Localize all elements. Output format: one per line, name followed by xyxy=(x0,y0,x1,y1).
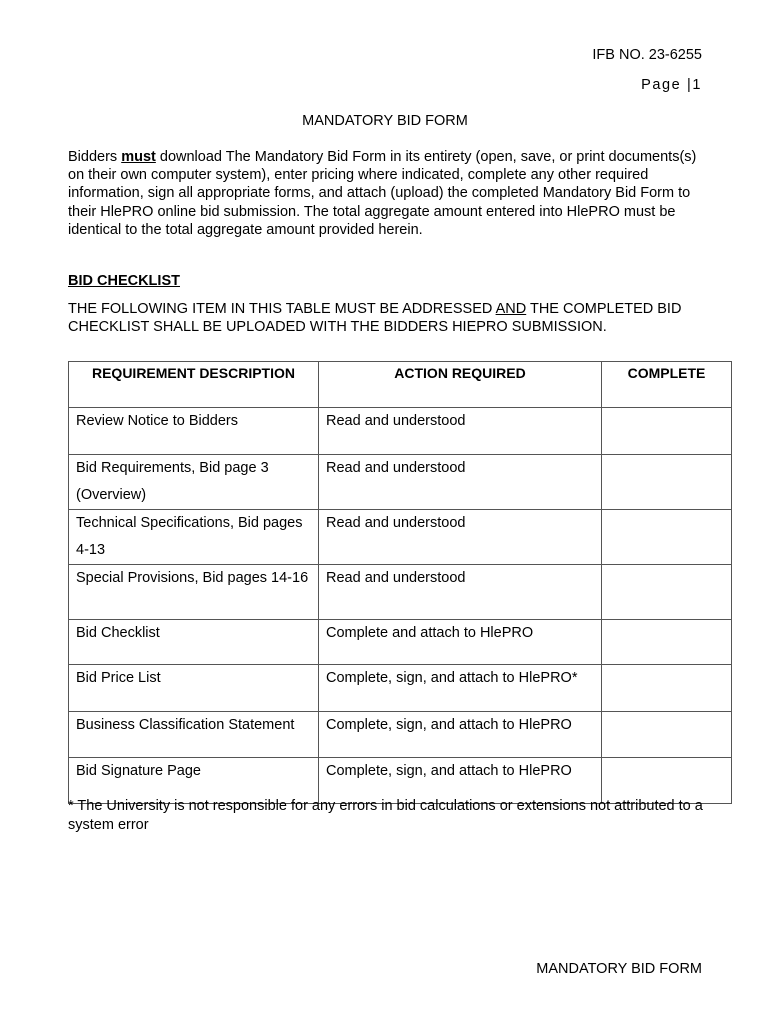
requirement-cell: Business Classification Statement xyxy=(69,712,319,758)
instruction-text-start: THE FOLLOWING ITEM IN THIS TABLE MUST BE ADDRESSED xyxy=(68,301,496,317)
complete-cell[interactable] xyxy=(602,408,732,455)
table-row xyxy=(69,408,732,455)
instruction-and-emphasis: AND xyxy=(495,301,527,317)
action-cell: Complete, sign, and attach to HlePRO xyxy=(319,758,602,804)
table-row xyxy=(69,665,732,712)
footnote: * The University is not responsible for any errors in bid calculations or extensions not attributed to a system error xyxy=(68,798,703,833)
intro-text-rest: download The Mandatory Bid Form in its entirety (open, save, or print documents(s) on their own computer system), enter pricing where indicated, complete any other required information, sign all appropriate forms, and attach (upload) the completed Mandatory Bid Form to their HlePRO online bid submission. The total aggregate amount entered into HlePRO must be identical to the total aggregate amount provided herein. xyxy=(68,149,697,238)
requirement-cell: Technical Specifications, Bid pages 4-13 xyxy=(69,510,319,565)
requirement-cell: Bid Checklist xyxy=(69,620,319,665)
checklist-instruction xyxy=(68,300,708,336)
table-header-row xyxy=(69,362,732,408)
table-row xyxy=(69,620,732,665)
complete-cell[interactable] xyxy=(602,455,732,510)
ifb-number: IFB NO. 23-6255 xyxy=(592,47,702,63)
column-header-complete: COMPLETE xyxy=(602,362,732,408)
table-row xyxy=(69,712,732,758)
intro-must-emphasis: must xyxy=(121,149,156,165)
action-cell: Read and understood xyxy=(319,565,602,620)
complete-cell[interactable] xyxy=(602,565,732,620)
table-row xyxy=(69,510,732,565)
action-cell: Read and understood xyxy=(319,510,602,565)
table-row xyxy=(69,565,732,620)
complete-cell[interactable] xyxy=(602,712,732,758)
requirement-cell: Bid Price List xyxy=(69,665,319,712)
action-cell: Complete and attach to HlePRO xyxy=(319,620,602,665)
footer-label: MANDATORY BID FORM xyxy=(536,961,702,977)
checklist-heading: BID CHECKLIST xyxy=(68,273,180,289)
column-header-action: ACTION REQUIRED xyxy=(319,362,602,408)
column-header-requirement: REQUIREMENT DESCRIPTION xyxy=(69,362,319,408)
table-row xyxy=(69,455,732,510)
complete-cell[interactable] xyxy=(602,620,732,665)
action-cell: Read and understood xyxy=(319,408,602,455)
requirement-cell: Bid Requirements, Bid page 3 (Overview) xyxy=(69,455,319,510)
page-number: Page |1 xyxy=(641,77,702,93)
complete-cell[interactable] xyxy=(602,510,732,565)
requirement-cell: Special Provisions, Bid pages 14-16 xyxy=(69,565,319,620)
complete-cell[interactable] xyxy=(602,665,732,712)
intro-text-start: Bidders xyxy=(68,149,122,165)
bid-checklist-table xyxy=(68,361,732,804)
intro-paragraph xyxy=(68,148,708,239)
action-cell: Read and understood xyxy=(319,455,602,510)
action-cell: Complete, sign, and attach to HlePRO* xyxy=(319,665,602,712)
requirement-cell: Bid Signature Page xyxy=(69,758,319,804)
requirement-cell: Review Notice to Bidders xyxy=(69,408,319,455)
instruction-text-rest: THE COMPLETED BID CHECKLIST SHALL BE UPLOADED WITH THE BIDDERS HIEPRO SUBMISSION. xyxy=(68,301,682,335)
action-cell: Complete, sign, and attach to HlePRO xyxy=(319,712,602,758)
form-title: MANDATORY BID FORM xyxy=(302,113,468,129)
